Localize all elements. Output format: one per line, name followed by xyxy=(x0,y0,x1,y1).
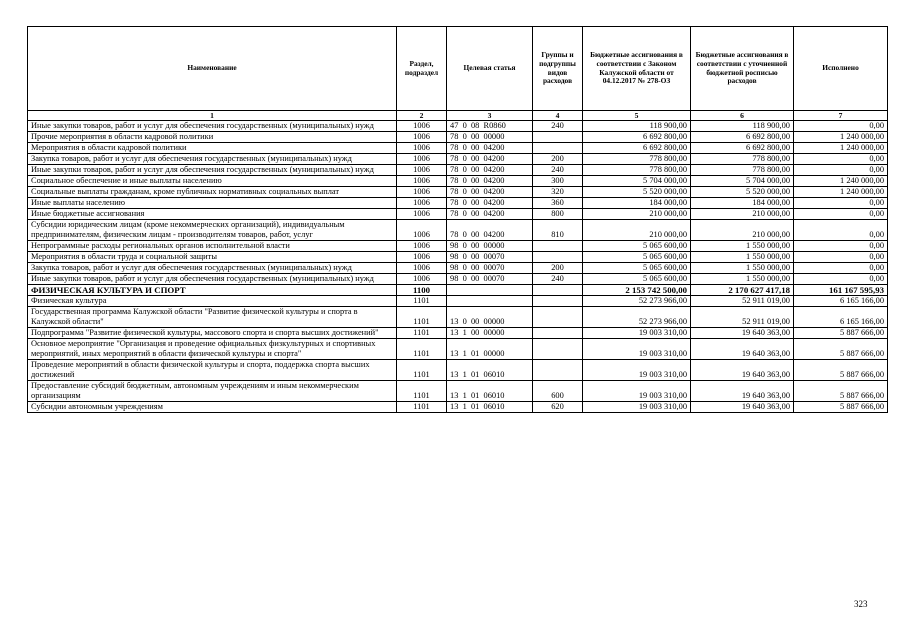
row-group xyxy=(533,307,583,328)
row-refined-amount: 5 520 000,00 xyxy=(691,187,794,198)
row-executed-amount: 0,00 xyxy=(794,274,888,285)
row-group: 300 xyxy=(533,176,583,187)
row-section: 1006 xyxy=(397,198,447,209)
row-target: 13 1 01 00000 xyxy=(447,339,533,360)
column-number: 4 xyxy=(533,111,583,121)
row-section: 1006 xyxy=(397,154,447,165)
row-law-amount: 19 003 310,00 xyxy=(583,381,691,402)
row-target: 98 0 00 00000 xyxy=(447,241,533,252)
row-name: Социальное обеспечение и иные выплаты населению xyxy=(28,176,397,187)
table-row xyxy=(28,381,888,402)
row-refined-amount: 19 640 363,00 xyxy=(691,360,794,381)
table-row xyxy=(28,402,888,413)
row-target: 47 0 08 R0860 xyxy=(447,121,533,132)
row-name: Иные бюджетные ассигнования xyxy=(28,209,397,220)
row-name: Иные закупки товаров, работ и услуг для обеспечения государственных (муниципальных) нужд xyxy=(28,165,397,176)
column-number: 5 xyxy=(583,111,691,121)
row-refined-amount: 118 900,00 xyxy=(691,121,794,132)
table-row xyxy=(28,241,888,252)
row-law-amount: 19 003 310,00 xyxy=(583,360,691,381)
row-executed-amount: 5 887 666,00 xyxy=(794,402,888,413)
row-target: 78 0 00 04200 xyxy=(447,220,533,241)
column-number: 2 xyxy=(397,111,447,121)
row-section: 1006 xyxy=(397,241,447,252)
row-refined-amount: 2 170 627 417,18 xyxy=(691,285,794,296)
row-executed-amount: 5 887 666,00 xyxy=(794,328,888,339)
row-group: 200 xyxy=(533,154,583,165)
header-section: Раздел, подраздел xyxy=(397,27,447,111)
row-executed-amount: 0,00 xyxy=(794,252,888,263)
row-refined-amount: 19 640 363,00 xyxy=(691,402,794,413)
row-refined-amount: 1 550 000,00 xyxy=(691,241,794,252)
row-law-amount: 5 704 000,00 xyxy=(583,176,691,187)
table-header xyxy=(28,27,888,121)
header-target: Целевая статья xyxy=(447,27,533,111)
column-number: 6 xyxy=(691,111,794,121)
row-section: 1006 xyxy=(397,220,447,241)
row-name: Физическая культура xyxy=(28,296,397,307)
row-target: 98 0 00 00070 xyxy=(447,263,533,274)
row-section: 1101 xyxy=(397,381,447,402)
row-executed-amount: 1 240 000,00 xyxy=(794,187,888,198)
row-target: 78 0 00 04200 xyxy=(447,143,533,154)
row-law-amount: 52 273 966,00 xyxy=(583,296,691,307)
row-executed-amount: 6 165 166,00 xyxy=(794,307,888,328)
row-executed-amount: 0,00 xyxy=(794,220,888,241)
row-name: Непрограммные расходы региональных органов исполнительной власти xyxy=(28,241,397,252)
row-group xyxy=(533,252,583,263)
row-law-amount: 19 003 310,00 xyxy=(583,402,691,413)
table-row xyxy=(28,274,888,285)
table-row xyxy=(28,198,888,209)
row-name: Подпрограмма "Развитие физической культуры, массового спорта и спорта высших достижений" xyxy=(28,328,397,339)
row-target xyxy=(447,296,533,307)
header-groups: Группы и подгруппы видов расходов xyxy=(533,27,583,111)
row-name: Мероприятия в области кадровой политики xyxy=(28,143,397,154)
table-row xyxy=(28,154,888,165)
row-group: 620 xyxy=(533,402,583,413)
row-group xyxy=(533,132,583,143)
row-target: 13 0 00 00000 xyxy=(447,307,533,328)
row-target: 98 0 00 00070 xyxy=(447,252,533,263)
row-section: 1006 xyxy=(397,132,447,143)
row-law-amount: 5 065 600,00 xyxy=(583,274,691,285)
row-executed-amount: 5 887 666,00 xyxy=(794,381,888,402)
row-target xyxy=(447,285,533,296)
row-refined-amount: 210 000,00 xyxy=(691,220,794,241)
row-section: 1006 xyxy=(397,274,447,285)
row-target: 78 0 00 04200 xyxy=(447,209,533,220)
row-refined-amount: 19 640 363,00 xyxy=(691,381,794,402)
table-row xyxy=(28,132,888,143)
row-target: 13 1 00 00000 xyxy=(447,328,533,339)
row-executed-amount: 0,00 xyxy=(794,198,888,209)
row-refined-amount: 6 692 800,00 xyxy=(691,132,794,143)
table-row xyxy=(28,307,888,328)
table-row xyxy=(28,328,888,339)
row-name: Закупка товаров, работ и услуг для обеспечения государственных (муниципальных) нужд xyxy=(28,154,397,165)
row-refined-amount: 52 911 019,00 xyxy=(691,307,794,328)
row-section: 1101 xyxy=(397,339,447,360)
header-name: Наименование xyxy=(28,27,397,111)
table-row xyxy=(28,209,888,220)
row-name: Закупка товаров, работ и услуг для обеспечения государственных (муниципальных) нужд xyxy=(28,263,397,274)
row-name: Мероприятия в области труда и социальной защиты xyxy=(28,252,397,263)
table-row xyxy=(28,220,888,241)
table-row xyxy=(28,176,888,187)
row-law-amount: 6 692 800,00 xyxy=(583,143,691,154)
row-executed-amount: 0,00 xyxy=(794,241,888,252)
row-group: 240 xyxy=(533,165,583,176)
row-section: 1100 xyxy=(397,285,447,296)
row-refined-amount: 1 550 000,00 xyxy=(691,263,794,274)
row-executed-amount: 0,00 xyxy=(794,263,888,274)
row-target: 13 1 01 06010 xyxy=(447,402,533,413)
row-section: 1006 xyxy=(397,121,447,132)
row-executed-amount: 0,00 xyxy=(794,121,888,132)
table-row xyxy=(28,360,888,381)
row-law-amount: 5 065 600,00 xyxy=(583,263,691,274)
row-section: 1006 xyxy=(397,143,447,154)
row-group: 320 xyxy=(533,187,583,198)
row-section: 1101 xyxy=(397,402,447,413)
table-row xyxy=(28,252,888,263)
row-name: Иные закупки товаров, работ и услуг для обеспечения государственных (муниципальных) нужд xyxy=(28,121,397,132)
row-group: 600 xyxy=(533,381,583,402)
row-group xyxy=(533,285,583,296)
row-group: 240 xyxy=(533,121,583,132)
table-row xyxy=(28,263,888,274)
row-group xyxy=(533,143,583,154)
row-target: 13 1 01 06010 xyxy=(447,381,533,402)
row-target: 78 0 00 04200 xyxy=(447,165,533,176)
row-group xyxy=(533,339,583,360)
row-group: 240 xyxy=(533,274,583,285)
row-executed-amount: 1 240 000,00 xyxy=(794,176,888,187)
row-executed-amount: 161 167 595,93 xyxy=(794,285,888,296)
table-row xyxy=(28,285,888,296)
row-name: Основное мероприятие "Организация и проведение официальных физкультурных и спортивных мероприятий, иных мероприятий в области физической культуры и спорта" xyxy=(28,339,397,360)
row-law-amount: 184 000,00 xyxy=(583,198,691,209)
row-target: 98 0 00 00070 xyxy=(447,274,533,285)
row-refined-amount: 19 640 363,00 xyxy=(691,339,794,360)
row-executed-amount: 6 165 166,00 xyxy=(794,296,888,307)
row-refined-amount: 778 800,00 xyxy=(691,165,794,176)
row-section: 1006 xyxy=(397,209,447,220)
header-executed: Исполнено xyxy=(794,27,888,111)
row-refined-amount: 1 550 000,00 xyxy=(691,252,794,263)
row-section: 1006 xyxy=(397,165,447,176)
row-refined-amount: 6 692 800,00 xyxy=(691,143,794,154)
table-row xyxy=(28,143,888,154)
row-refined-amount: 52 911 019,00 xyxy=(691,296,794,307)
row-group xyxy=(533,328,583,339)
row-section: 1101 xyxy=(397,296,447,307)
row-executed-amount: 0,00 xyxy=(794,154,888,165)
page-number: 323 xyxy=(854,599,868,609)
row-target: 78 0 00 04200 xyxy=(447,154,533,165)
row-law-amount: 52 273 966,00 xyxy=(583,307,691,328)
row-section: 1101 xyxy=(397,328,447,339)
row-group xyxy=(533,241,583,252)
table-row xyxy=(28,165,888,176)
row-section: 1006 xyxy=(397,176,447,187)
row-section: 1101 xyxy=(397,360,447,381)
row-law-amount: 5 065 600,00 xyxy=(583,241,691,252)
column-number: 3 xyxy=(447,111,533,121)
table-row xyxy=(28,121,888,132)
row-group xyxy=(533,360,583,381)
row-law-amount: 778 800,00 xyxy=(583,154,691,165)
row-target: 78 0 00 04200 xyxy=(447,187,533,198)
row-target: 78 0 00 00000 xyxy=(447,132,533,143)
row-section: 1006 xyxy=(397,252,447,263)
table-row xyxy=(28,187,888,198)
row-name: Субсидии автономным учреждениям xyxy=(28,402,397,413)
row-law-amount: 210 000,00 xyxy=(583,220,691,241)
row-name: ФИЗИЧЕСКАЯ КУЛЬТУРА И СПОРТ xyxy=(28,285,397,296)
row-name: Социальные выплаты гражданам, кроме публичных нормативных социальных выплат xyxy=(28,187,397,198)
row-target: 13 1 01 06010 xyxy=(447,360,533,381)
table-row xyxy=(28,339,888,360)
row-law-amount: 19 003 310,00 xyxy=(583,328,691,339)
row-target: 78 0 00 04200 xyxy=(447,176,533,187)
row-section: 1006 xyxy=(397,263,447,274)
row-law-amount: 5 065 600,00 xyxy=(583,252,691,263)
row-name: Государственная программа Калужской области "Развитие физической культуры и спорта в Калужской области" xyxy=(28,307,397,328)
row-group: 360 xyxy=(533,198,583,209)
row-name: Иные выплаты населению xyxy=(28,198,397,209)
row-refined-amount: 1 550 000,00 xyxy=(691,274,794,285)
header-law: Бюджетные ассигнования в соответствии с Законом Калужской области от 04.12.2017 № 278-ОЗ xyxy=(583,27,691,111)
row-name: Проведение мероприятий в области физической культуры и спорта, поддержка спорта высших достижений xyxy=(28,360,397,381)
row-section: 1006 xyxy=(397,187,447,198)
row-group: 200 xyxy=(533,263,583,274)
row-name: Иные закупки товаров, работ и услуг для обеспечения государственных (муниципальных) нужд xyxy=(28,274,397,285)
row-name: Субсидии юридическим лицам (кроме некоммерческих организаций), индивидуальным предпринимателям, физическим лицам - производителям товаров, работ, услуг xyxy=(28,220,397,241)
row-executed-amount: 1 240 000,00 xyxy=(794,143,888,154)
row-name: Предоставление субсидий бюджетным, автономным учреждениям и иным некоммерческим организациям xyxy=(28,381,397,402)
row-executed-amount: 0,00 xyxy=(794,209,888,220)
row-executed-amount: 5 887 666,00 xyxy=(794,339,888,360)
column-number: 7 xyxy=(794,111,888,121)
row-law-amount: 19 003 310,00 xyxy=(583,339,691,360)
row-group: 810 xyxy=(533,220,583,241)
row-name: Прочие мероприятия в области кадровой политики xyxy=(28,132,397,143)
row-law-amount: 118 900,00 xyxy=(583,121,691,132)
row-law-amount: 2 153 742 500,00 xyxy=(583,285,691,296)
row-law-amount: 5 520 000,00 xyxy=(583,187,691,198)
table-body xyxy=(28,121,888,413)
header-refined: Бюджетные ассигнования в соответствии с уточненной бюджетной росписью расходов xyxy=(691,27,794,111)
row-refined-amount: 184 000,00 xyxy=(691,198,794,209)
row-group: 800 xyxy=(533,209,583,220)
row-refined-amount: 778 800,00 xyxy=(691,154,794,165)
row-law-amount: 210 000,00 xyxy=(583,209,691,220)
row-executed-amount: 0,00 xyxy=(794,165,888,176)
row-executed-amount: 1 240 000,00 xyxy=(794,132,888,143)
row-refined-amount: 210 000,00 xyxy=(691,209,794,220)
row-executed-amount: 5 887 666,00 xyxy=(794,360,888,381)
row-group xyxy=(533,296,583,307)
row-refined-amount: 5 704 000,00 xyxy=(691,176,794,187)
row-law-amount: 778 800,00 xyxy=(583,165,691,176)
row-law-amount: 6 692 800,00 xyxy=(583,132,691,143)
budget-table xyxy=(27,26,888,413)
row-target: 78 0 00 04200 xyxy=(447,198,533,209)
column-number: 1 xyxy=(28,111,397,121)
row-refined-amount: 19 640 363,00 xyxy=(691,328,794,339)
table-row xyxy=(28,296,888,307)
row-section: 1101 xyxy=(397,307,447,328)
